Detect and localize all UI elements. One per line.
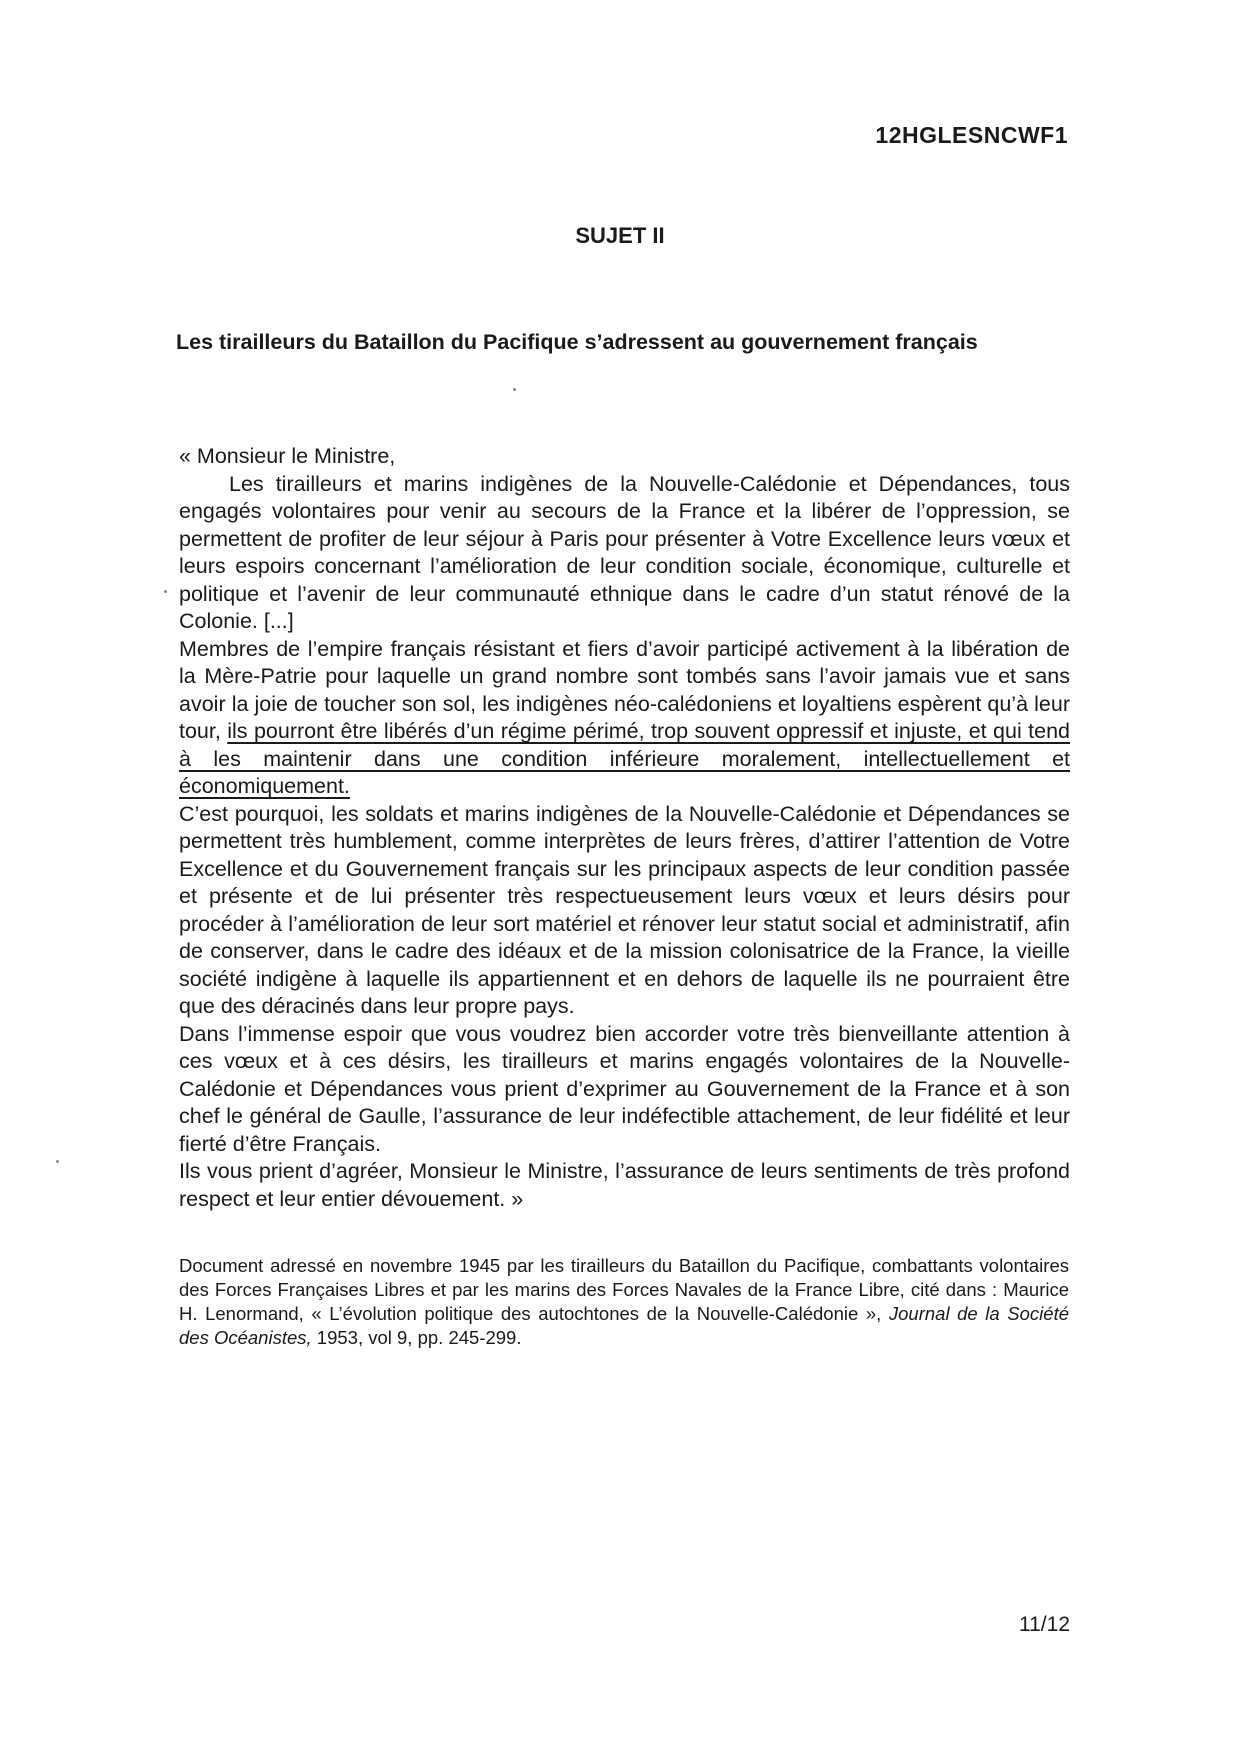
letter-paragraph-1: Les tirailleurs et marins indigènes de la Nouvelle-Calédonie et Dépendances, tous engagés volontaires pour venir au secours de la France et la libérer de l’oppression, se permettent de profiter de leur séjour à Paris pour présenter à Votre Excellence leurs vœux et leurs espoirs concernant l’amélioration de leur condition sociale, économique, culturelle et politique et l’avenir de leur communauté ethnique dans le cadre d’un statut rénové de la Colonie. [...] <box>179 471 1070 633</box>
letter-paragraph-2 <box>179 636 1070 801</box>
letter-paragraph-5: Ils vous prient d’agréer, Monsieur le Ministre, l’assurance de leurs sentiments de très profond respect et leur entier dévouement. » <box>179 1159 1070 1211</box>
source-journal: Journal de la Société des Océanistes, <box>179 1303 1070 1348</box>
letter-paragraph-2-start: Membres de l’empire français résistant et fiers d’avoir participé activement à la libération de la Mère-Patrie pour laquelle un grand nombre sont tombés sans l’avoir jamais vue et sans avoir la joie de toucher son sol, les indigènes néo-calédoniens et loyaltiens espèrent qu’à leur tour, <box>179 636 1070 743</box>
letter-body <box>179 443 1070 1213</box>
source-citation <box>179 1254 1069 1350</box>
underlined-passage: ils pourront être libérés d’un régime périmé, trop souvent oppressif et injuste, et qui tend à les maintenir dans une condition inférieure moralement, intellectuellement et économiquement. <box>179 719 1070 798</box>
letter-paragraph-4: Dans l’immense espoir que vous voudrez bien accorder votre très bienveillante attention à ces vœux et à ces désirs, les tirailleurs et marins engagés volontaires de la Nouvelle-Calédonie et Dépendances vous prient d’exprimer au Gouvernement de la France et à son chef le général de Gaulle, l’assurance de leur indéfectible attachement, de leur fidélité et leur fierté d’être Français. <box>179 1021 1070 1156</box>
source-text-end: 1953, vol 9, pp. 245-299. <box>311 1327 522 1348</box>
page-number: 11/12 <box>1019 1613 1070 1636</box>
letter-salutation: « Monsieur le Ministre, <box>179 444 396 468</box>
scan-speck <box>513 388 516 391</box>
letter-paragraph-3: C’est pourquoi, les soldats et marins indigènes de la Nouvelle-Calédonie et Dépendances se permettent très humblement, comme interprètes de leurs frères, d’attirer l’attention de Votre Excellence et du Gouvernement français sur les principaux aspects de leur condition passée et présente et de lui présenter très respectueusement leurs vœux et leurs désirs pour procéder à l’amélioration de leur sort matériel et rénover leur statut social et administratif, afin de conserver, dans le cadre des idéaux et de la mission colonisatrice de la France, la vieille société indigène à laquelle ils appartiennent et en dehors de laquelle ils ne pourraient être que des déracinés dans leur propre pays. <box>179 801 1070 1018</box>
document-code: 12HGLESNCWF1 <box>875 122 1068 148</box>
subject-heading: SUJET II <box>575 223 665 248</box>
scan-speck <box>164 590 167 593</box>
document-title: Les tirailleurs du Bataillon du Pacifique s’adressent au gouvernement français <box>176 330 978 354</box>
scan-speck <box>56 1160 59 1163</box>
source-text-start: Document adressé en novembre 1945 par les tirailleurs du Bataillon du Pacifique, combattants volontaires des Forces Françaises Libres et par les marins des Forces Navales de la France Libre, cité dans : Maurice H. Lenormand, « L’évolution politique des autochtones de la Nouvelle-Calédonie », <box>179 1255 1069 1324</box>
